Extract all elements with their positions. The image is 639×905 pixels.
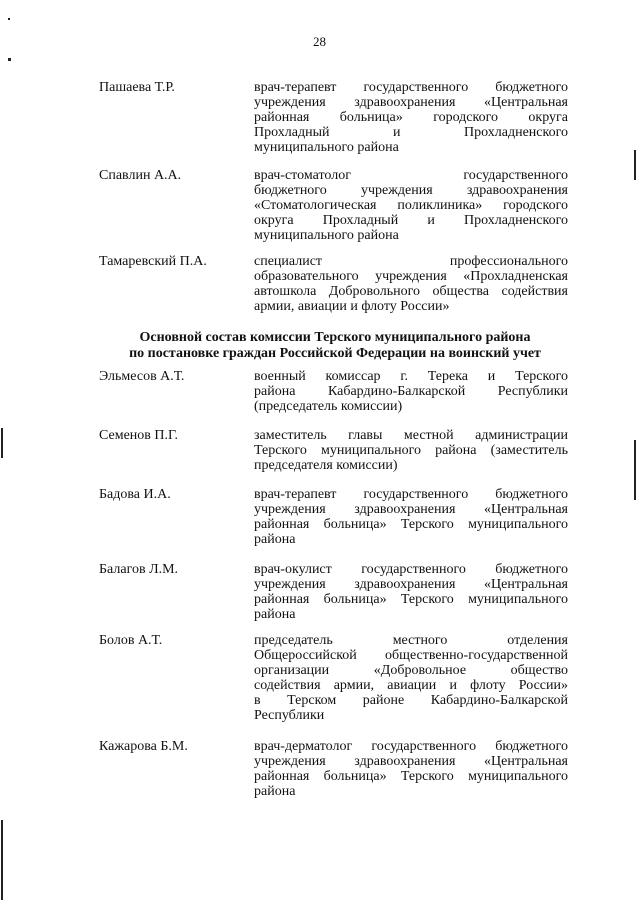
scan-mark [1, 428, 3, 458]
member-name: Семенов П.Г. [99, 428, 179, 443]
member-name: Тамаревский П.А. [99, 254, 207, 269]
role-line: районная больница» Терского муниципального [254, 592, 568, 607]
role-line: учреждения здравоохранения «Центральная [254, 577, 568, 592]
member-role [254, 562, 568, 622]
role-line: муниципального района [254, 140, 399, 155]
role-line: округа Прохладный и Прохладненского [254, 213, 568, 228]
role-line: врач-дерматолог государственного бюджетного [254, 739, 568, 754]
role-line: организации «Добровольное общество [254, 663, 568, 678]
role-line: муниципального района [254, 228, 399, 243]
role-line: районная больница» городского округа [254, 110, 568, 125]
member-role [254, 633, 568, 723]
member-name: Кажарова Б.М. [99, 739, 188, 754]
member-name: Эльмесов А.Т. [99, 369, 185, 384]
section-heading-line: по постановке граждан Российской Федерации на воинский учет [129, 346, 541, 361]
role-line: Терского муниципального района (заместитель [254, 443, 568, 458]
role-line: председатель местного отделения [254, 633, 568, 648]
role-line: учреждения здравоохранения «Центральная [254, 95, 568, 110]
role-line: врач-терапевт государственного бюджетного [254, 80, 568, 95]
member-role [254, 254, 568, 314]
role-line: Общероссийской общественно-государственной [254, 648, 568, 663]
role-line: районная больница» Терского муниципального [254, 769, 568, 784]
role-line: содействия армии, авиации и флоту России» [254, 678, 568, 693]
member-name: Балагов Л.М. [99, 562, 179, 577]
role-line: (председатель комиссии) [254, 399, 403, 414]
scan-mark [8, 18, 10, 20]
scan-mark [1, 820, 3, 900]
role-line: учреждения здравоохранения «Центральная [254, 502, 568, 517]
role-line: образовательного учреждения «Прохладненская [254, 269, 568, 284]
role-line: учреждения здравоохранения «Центральная [254, 754, 568, 769]
scan-mark [634, 440, 636, 500]
role-line: «Стоматологическая поликлиника» городского [254, 198, 568, 213]
role-line: армии, авиации и флоту России» [254, 299, 450, 314]
role-line: Республики [254, 708, 325, 723]
role-line: районная больница» Терского муниципального [254, 517, 568, 532]
member-role [254, 369, 568, 414]
member-name: Пашаева Т.Р. [99, 80, 175, 95]
role-line: специалист профессионального [254, 254, 568, 269]
role-line: в Терском районе Кабардино-Балкарской [254, 693, 568, 708]
role-line: врач-окулист государственного бюджетного [254, 562, 568, 577]
role-line: района [254, 607, 296, 622]
role-line: Прохладный и Прохладненского [254, 125, 568, 140]
member-name: Бадова И.А. [99, 487, 171, 502]
role-line: района Кабардино-Балкарской Республики [254, 384, 568, 399]
member-role [254, 168, 568, 243]
page-number: 28 [313, 34, 326, 49]
member-role [254, 428, 568, 473]
member-role [254, 487, 568, 547]
member-role [254, 739, 568, 799]
member-role [254, 80, 568, 155]
role-line: бюджетного учреждения здравоохранения [254, 183, 568, 198]
role-line: заместитель главы местной администрации [254, 428, 568, 443]
role-line: врач-стоматолог государственного [254, 168, 568, 183]
section-heading [95, 330, 575, 362]
role-line: военный комиссар г. Терека и Терского [254, 369, 568, 384]
member-name: Спавлин А.А. [99, 168, 182, 183]
role-line: врач-терапевт государственного бюджетного [254, 487, 568, 502]
role-line: района [254, 784, 296, 799]
scan-mark [634, 150, 636, 180]
member-name: Болов А.Т. [99, 633, 163, 648]
role-line: председателя комиссии) [254, 458, 398, 473]
section-heading-line: Основной состав комиссии Терского муниципального района [139, 330, 531, 345]
role-line: района [254, 532, 296, 547]
role-line: автошкола Добровольного общества содействия [254, 284, 568, 299]
scan-mark [8, 58, 11, 61]
